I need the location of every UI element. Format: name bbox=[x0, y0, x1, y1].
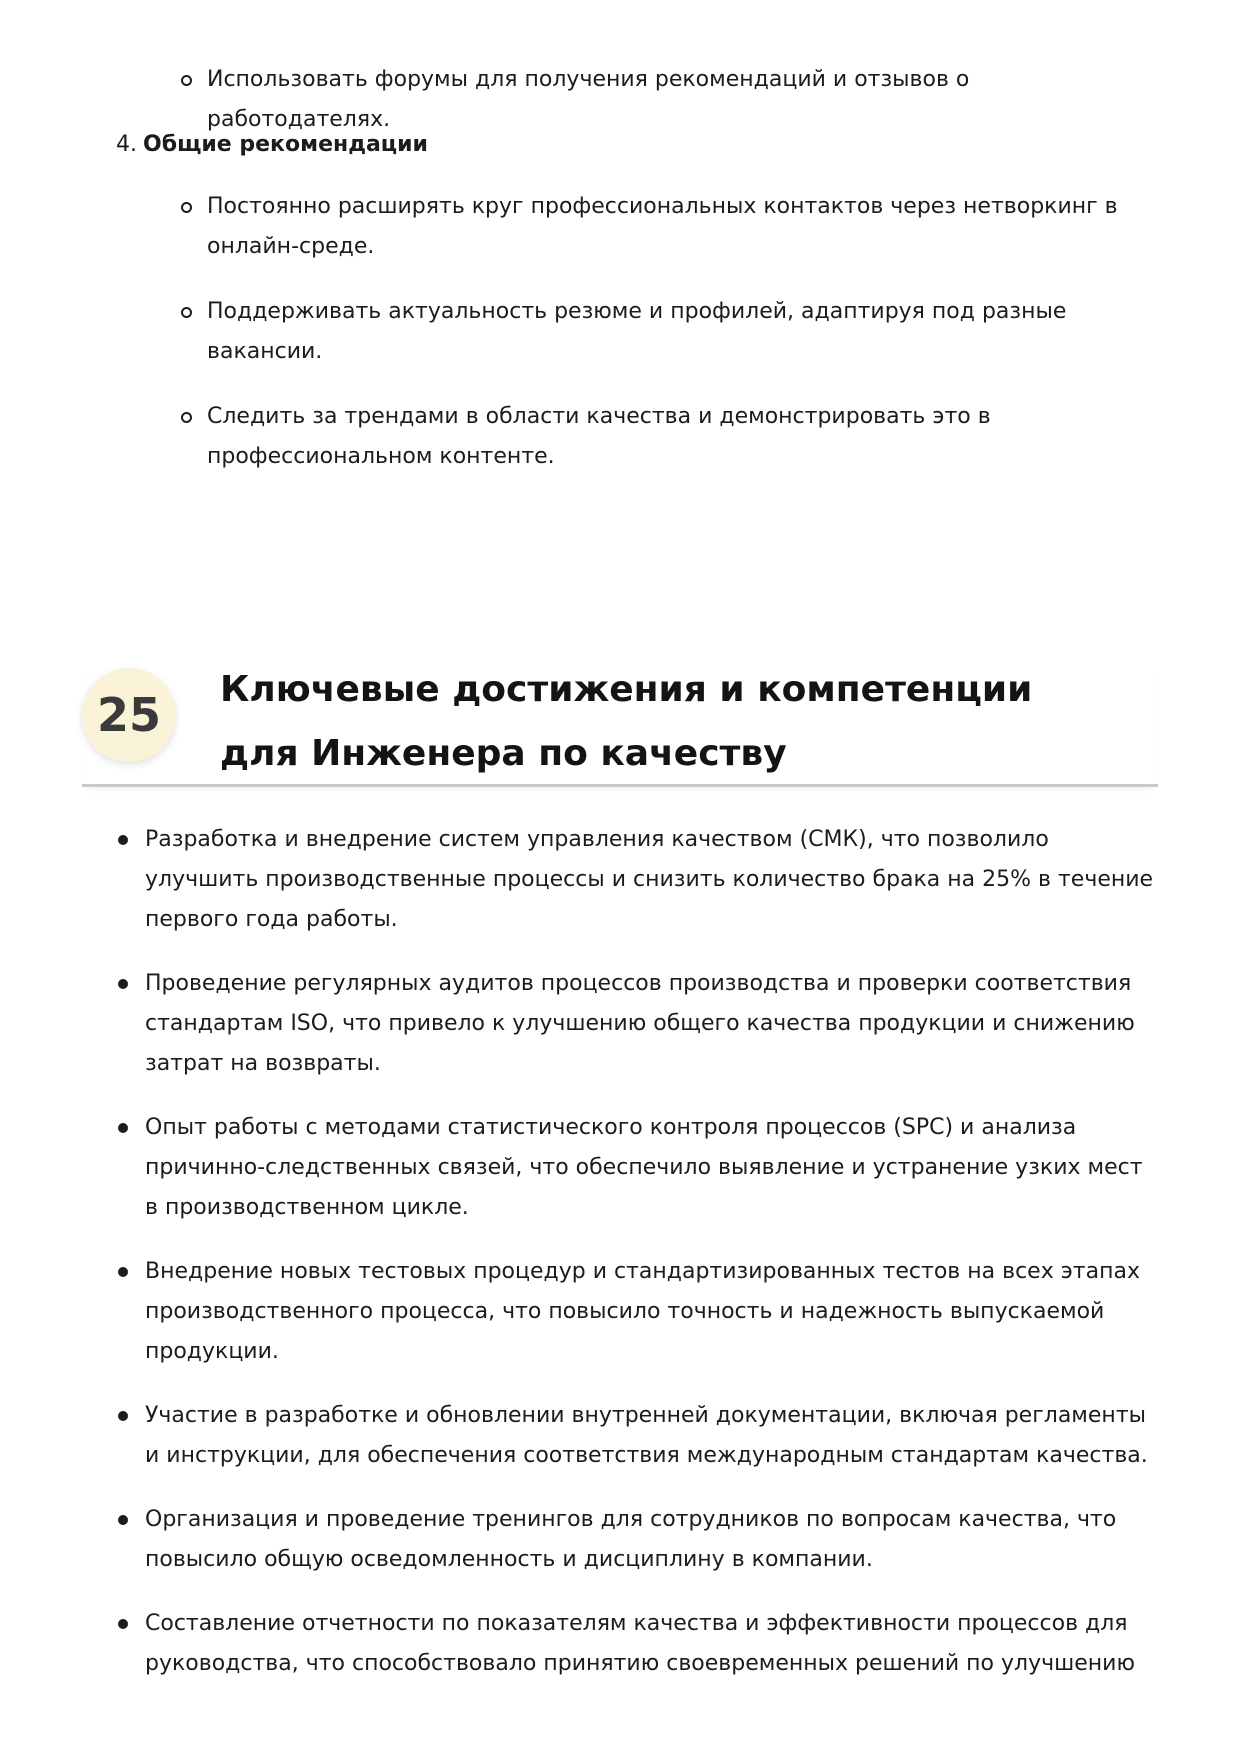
list-item-text: Поддерживать актуальность резюме и профилей, адаптируя под разные вакансии. bbox=[207, 299, 1067, 364]
circle-bullet-icon bbox=[181, 307, 192, 318]
circle-bullet-icon bbox=[181, 202, 192, 213]
bullet-dot-icon bbox=[118, 1267, 128, 1277]
bullet-dot-icon bbox=[118, 835, 128, 845]
list-item-text: Внедрение новых тестовых процедур и стандартизированных тестов на всех этапах производственного процесса, что повысило точность и надежность выпускаемой продукции. bbox=[145, 1259, 1140, 1364]
list-item bbox=[145, 1604, 1155, 1684]
list-item bbox=[145, 1252, 1155, 1372]
list-item-text: Опыт работы с методами статистического контроля процессов (SPC) и анализа причинно-следственных связей, что обеспечило выявление и устранение узких мест в производственном цикле. bbox=[145, 1115, 1143, 1220]
list-item-text: Организация и проведение тренингов для сотрудников по вопросам качества, что повысило общую осведомленность и дисциплину в компании. bbox=[145, 1507, 1117, 1572]
list-item-text: Следить за трендами в области качества и демонстрировать это в профессиональном контенте. bbox=[207, 404, 991, 469]
circle-bullet-icon bbox=[181, 75, 192, 86]
list-item bbox=[145, 820, 1155, 940]
section-header bbox=[82, 652, 1158, 787]
list-item bbox=[207, 292, 1157, 372]
list-item bbox=[145, 1396, 1155, 1476]
circle-bullet-icon bbox=[181, 412, 192, 423]
bullet-dot-icon bbox=[118, 1411, 128, 1421]
section-number-badge: 25 bbox=[82, 668, 176, 762]
list-item-text: Участие в разработке и обновлении внутренней документации, включая регламенты и инструкции, для обеспечения соответствия международным стандартам качества. bbox=[145, 1403, 1148, 1468]
list-item-text: Составление отчетности по показателям качества и эффективности процессов для руководства, что способствовало принятию своевременных решений по улучшению bbox=[145, 1611, 1135, 1676]
list-item bbox=[145, 964, 1155, 1084]
list-item-text: Проведение регулярных аудитов процессов производства и проверки соответствия стандартам ISO, что привело к улучшению общего качества продукции и снижению затрат на возвраты. bbox=[145, 971, 1135, 1076]
list-number: 4. bbox=[116, 132, 137, 157]
list-item bbox=[207, 187, 1157, 267]
list-item-text: Разработка и внедрение систем управления качеством (СМК), что позволило улучшить производственные процессы и снизить количество брака на 25% в течение первого года работы. bbox=[145, 827, 1154, 932]
list-item-text: Использовать форумы для получения рекомендаций и отзывов о работодателях. bbox=[207, 67, 970, 132]
bullet-dot-icon bbox=[118, 979, 128, 989]
bullet-dot-icon bbox=[118, 1619, 128, 1629]
bullet-dot-icon bbox=[118, 1123, 128, 1133]
numbered-heading bbox=[116, 125, 428, 165]
list-item bbox=[145, 1500, 1155, 1580]
section-title: Ключевые достижения и компетенции для Инженера по качеству bbox=[220, 669, 1033, 774]
numbered-heading-title: Общие рекомендации bbox=[143, 132, 428, 157]
list-item bbox=[145, 1108, 1155, 1228]
bullet-dot-icon bbox=[118, 1515, 128, 1525]
list-item-text: Постоянно расширять круг профессиональных контактов через нетворкинг в онлайн-среде. bbox=[207, 194, 1118, 259]
list-item bbox=[207, 397, 1157, 477]
